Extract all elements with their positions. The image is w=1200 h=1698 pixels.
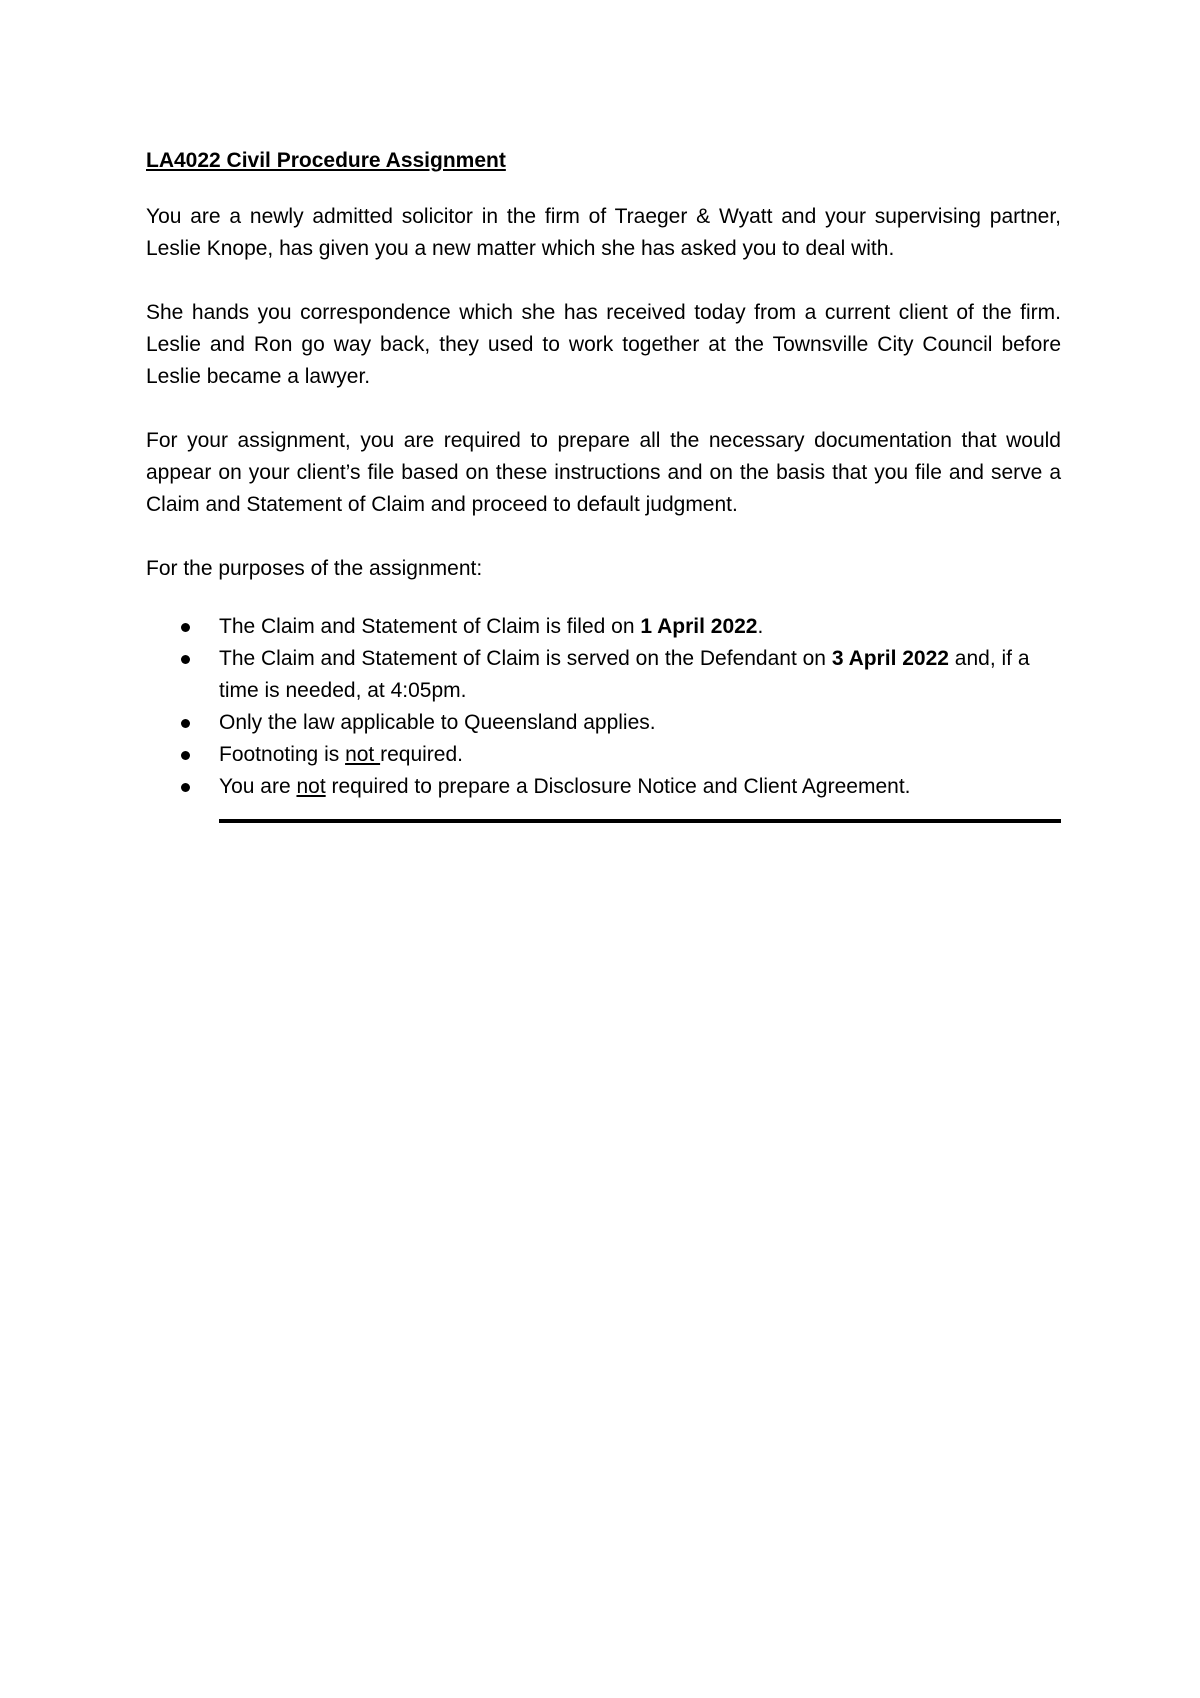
bullet-icon	[181, 719, 190, 728]
document-title: LA4022 Civil Procedure Assignment	[146, 149, 506, 172]
list-item-filed: The Claim and Statement of Claim is filed on 1 April 2022.	[219, 611, 1061, 643]
assignment-conditions-list	[146, 611, 1061, 803]
list-item-law: Only the law applicable to Queensland applies.	[219, 707, 1061, 739]
horizontal-rule	[219, 819, 1061, 823]
bullet-icon	[181, 751, 190, 760]
paragraph-correspondence: She hands you correspondence which she has received today from a current client of the firm. Leslie and Ron go way back, they used to work together at the Townsville City Council before Leslie became a lawyer.	[146, 301, 1061, 388]
served-date: 3 April 2022	[831, 647, 949, 670]
paragraph-requirements: For your assignment, you are required to prepare all the necessary documentation that would appear on your client’s file based on these instructions and on the basis that you file and serve a Claim and Statement of Claim and proceed to default judgment.	[146, 429, 1061, 516]
list-item-served: The Claim and Statement of Claim is served on the Defendant on 3 April 2022 and, if a time is needed, at 4:05pm.	[219, 643, 1061, 707]
list-item-disclosure: You are not required to prepare a Disclosure Notice and Client Agreement.	[219, 771, 1061, 803]
paragraph-intro: You are a newly admitted solicitor in the firm of Traeger & Wyatt and your supervising partner, Leslie Knope, has given you a new matter which she has asked you to deal with.	[146, 205, 1061, 260]
bullet-icon	[181, 783, 190, 792]
paragraph-purposes: For the purposes of the assignment:	[146, 557, 483, 580]
emphasis-not: not	[345, 743, 381, 766]
bullet-icon	[181, 655, 190, 664]
emphasis-not: not	[296, 775, 326, 798]
list-item-footnoting: Footnoting is not required.	[219, 739, 1061, 771]
bullet-icon	[181, 623, 190, 632]
document-body	[146, 145, 1061, 823]
filed-date: 1 April 2022	[640, 615, 758, 638]
